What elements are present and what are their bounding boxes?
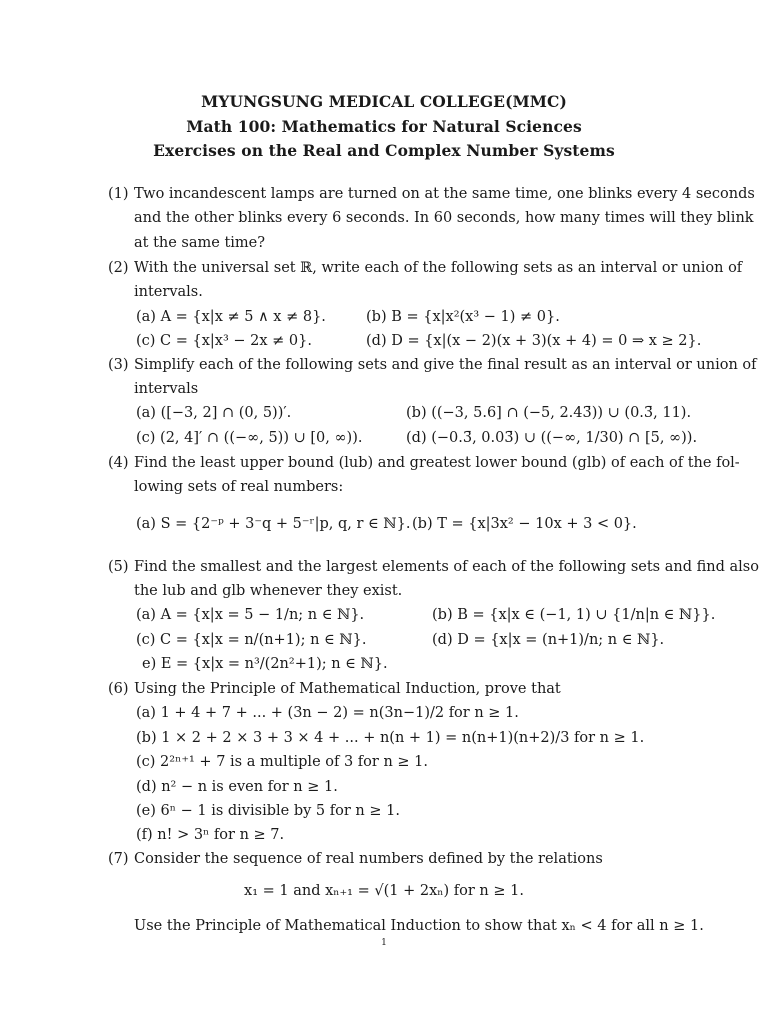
question-number: (2) bbox=[108, 260, 129, 276]
question-text-line: Find the least upper bound (lub) and greatest lower bound (glb) of each of the fol- bbox=[134, 455, 740, 471]
question-number: (6) bbox=[108, 681, 129, 697]
college-name: MYUNGSUNG MEDICAL COLLEGE(MMC) bbox=[201, 92, 567, 111]
part-d: (d) D = {x|(x − 2)(x + 3)(x + 4) = 0 ⇒ x ≥ 2}. bbox=[366, 333, 702, 349]
part-d: (d) D = {x|x = (n+1)/n; n ∈ ℕ}. bbox=[432, 632, 665, 648]
question-text-line: Simplify each of the following sets and give the final result as an interval or union of bbox=[134, 357, 757, 373]
question-number: (4) bbox=[108, 455, 129, 471]
question-text-line: at the same time? bbox=[134, 235, 266, 251]
part-a: (a) 1 + 4 + 7 + ... + (3n − 2) = n(3n−1)/2 for n ≥ 1. bbox=[136, 705, 519, 721]
question-text-line: Using the Principle of Mathematical Induction, prove that bbox=[134, 681, 561, 697]
part-b: (b) B = {x|x ∈ (−1, 1) ∪ {1/n|n ∈ ℕ}}. bbox=[432, 607, 716, 623]
page-number: 1 bbox=[381, 938, 387, 948]
part-d: (d) (−0.3̄, 0.03̄) ∪ ((−∞, 1/30) ∩ [5, ∞)). bbox=[406, 430, 698, 446]
question-text-line: With the universal set ℝ, write each of the following sets as an interval or union of bbox=[134, 260, 743, 276]
question-text-line: the lub and glb whenever they exist. bbox=[134, 583, 403, 599]
part-d: (d) n² − n is even for n ≥ 1. bbox=[136, 779, 338, 795]
part-b: (b) B = {x|x²(x³ − 1) ≠ 0}. bbox=[366, 309, 560, 325]
part-e: e) E = {x|x = n³/(2n²+1); n ∈ ℕ}. bbox=[142, 656, 388, 672]
part-b: (b) ((−3, 5.6] ∩ (−5, 2.43̄)) ∪ (0.3̄, 11). bbox=[406, 405, 692, 421]
part-a: (a) A = {x|x = 5 − 1/n; n ∈ ℕ}. bbox=[136, 607, 365, 623]
question-text-line: Two incandescent lamps are turned on at the same time, one blinks every 4 seconds bbox=[134, 186, 755, 202]
question-text-line: Find the smallest and the largest elements of each of the following sets and find also bbox=[134, 559, 759, 575]
part-e: (e) 6ⁿ − 1 is divisible by 5 for n ≥ 1. bbox=[136, 803, 400, 819]
question-text-line: lowing sets of real numbers: bbox=[134, 479, 344, 495]
part-a: (a) ([−3, 2] ∩ (0, 5))′. bbox=[136, 405, 292, 421]
part-a: (a) S = {2⁻ᵖ + 3⁻q + 5⁻ʳ|p, q, r ∈ ℕ}. bbox=[136, 516, 411, 532]
question-number: (1) bbox=[108, 186, 129, 202]
part-a: (a) A = {x|x ≠ 5 ∧ x ≠ 8}. bbox=[136, 309, 326, 325]
part-c: (c) (2, 4]′ ∩ ((−∞, 5)) ∪ [0, ∞)). bbox=[136, 430, 363, 446]
part-c: (c) 2²ⁿ⁺¹ + 7 is a multiple of 3 for n ≥ 1. bbox=[136, 754, 428, 770]
part-c: (c) C = {x|x = n/(n+1); n ∈ ℕ}. bbox=[136, 632, 367, 648]
question-number: (7) bbox=[108, 851, 129, 867]
question-text-line: intervals. bbox=[134, 284, 203, 300]
part-f: (f) n! > 3ⁿ for n ≥ 7. bbox=[136, 827, 285, 843]
question-text-line: intervals bbox=[134, 381, 199, 397]
course-title: Math 100: Mathematics for Natural Sciences bbox=[186, 117, 582, 136]
part-b: (b) 1 × 2 + 2 × 3 + 3 × 4 + ... + n(n + 1) = n(n+1)(n+2)/3 for n ≥ 1. bbox=[136, 730, 645, 746]
recurrence-formula: x₁ = 1 and xₙ₊₁ = √(1 + 2xₙ) for n ≥ 1. bbox=[244, 883, 524, 899]
question-text-line: Consider the sequence of real numbers defined by the relations bbox=[134, 851, 603, 867]
question-number: (5) bbox=[108, 559, 129, 575]
part-c: (c) C = {x|x³ − 2x ≠ 0}. bbox=[136, 333, 312, 349]
question-text-line: Use the Principle of Mathematical Induction to show that xₙ < 4 for all n ≥ 1. bbox=[134, 918, 704, 934]
document-title: Exercises on the Real and Complex Number Systems bbox=[153, 141, 615, 160]
part-b: (b) T = {x|3x² − 10x + 3 < 0}. bbox=[412, 516, 637, 532]
question-number: (3) bbox=[108, 357, 129, 373]
question-text-line: and the other blinks every 6 seconds. In 60 seconds, how many times will they blink bbox=[134, 210, 754, 226]
